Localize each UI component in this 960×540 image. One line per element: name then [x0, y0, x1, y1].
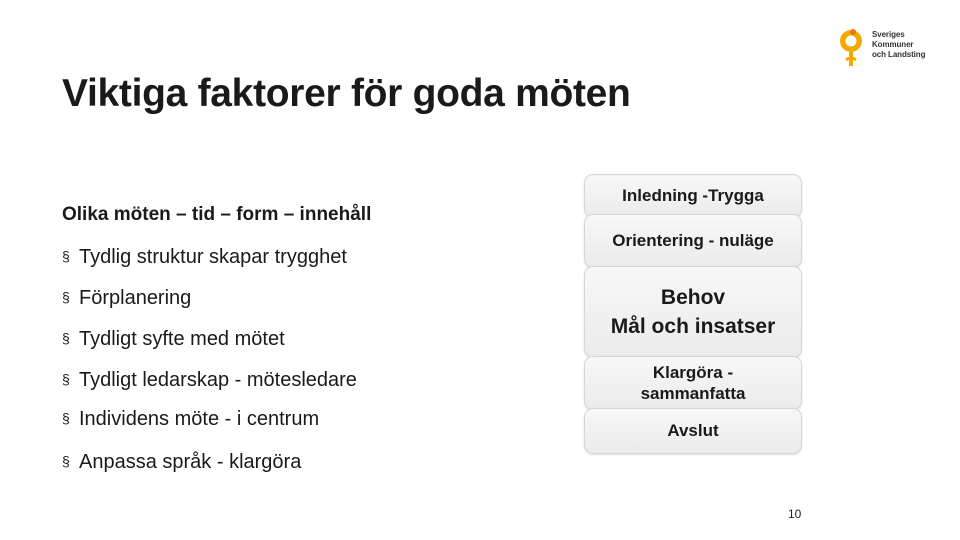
- bullet-marker: §: [62, 248, 70, 264]
- bullet-text: Tydlig struktur skapar trygghet: [79, 246, 347, 268]
- process-step: [584, 266, 802, 358]
- page-number: 10: [788, 507, 802, 521]
- process-step-label: Orientering - nuläge: [612, 231, 774, 250]
- bullet-marker: §: [62, 371, 70, 387]
- bullet-text: Anpassa språk - klargöra: [79, 451, 302, 473]
- bullet-item: [62, 449, 301, 474]
- process-step-label: Inledning -Trygga: [622, 186, 764, 205]
- logo-line: och Landsting: [872, 50, 926, 59]
- process-step-label: Avslut: [667, 421, 719, 440]
- bullet-item: [62, 367, 357, 392]
- process-step: [584, 356, 802, 410]
- process-step: [584, 408, 802, 454]
- bullet-marker: §: [62, 330, 70, 346]
- slide-subtitle: Olika möten – tid – form – innehåll: [62, 204, 372, 225]
- bullet-text: Tydligt syfte med mötet: [79, 328, 285, 350]
- process-step: [584, 214, 802, 268]
- bullet-item: [62, 326, 285, 351]
- bullet-marker: §: [62, 289, 70, 305]
- process-step: [584, 174, 802, 218]
- slide-title: Viktiga faktorer för goda möten: [62, 72, 631, 115]
- bullet-item: [62, 285, 191, 310]
- logo-line: Kommuner: [872, 40, 914, 49]
- bullet-item: [62, 406, 319, 431]
- bullet-text: Tydligt ledarskap - mötesledare: [79, 369, 357, 391]
- logo-wordmark: [872, 30, 925, 60]
- bullet-marker: §: [62, 410, 70, 426]
- process-steps: [584, 0, 804, 540]
- bullet-text: Individens möte - i centrum: [79, 408, 320, 430]
- process-step-label: Behov Mål och insatser: [610, 286, 776, 338]
- logo-emblem-icon: [838, 26, 868, 68]
- logo-line: Sveriges: [872, 30, 905, 39]
- bullet-item: [62, 244, 347, 269]
- bullet-marker: §: [62, 453, 70, 469]
- bullet-text: Förplanering: [79, 287, 192, 309]
- process-step-label: Klargöra - sammanfatta: [640, 363, 746, 403]
- organization-logo: [838, 26, 938, 70]
